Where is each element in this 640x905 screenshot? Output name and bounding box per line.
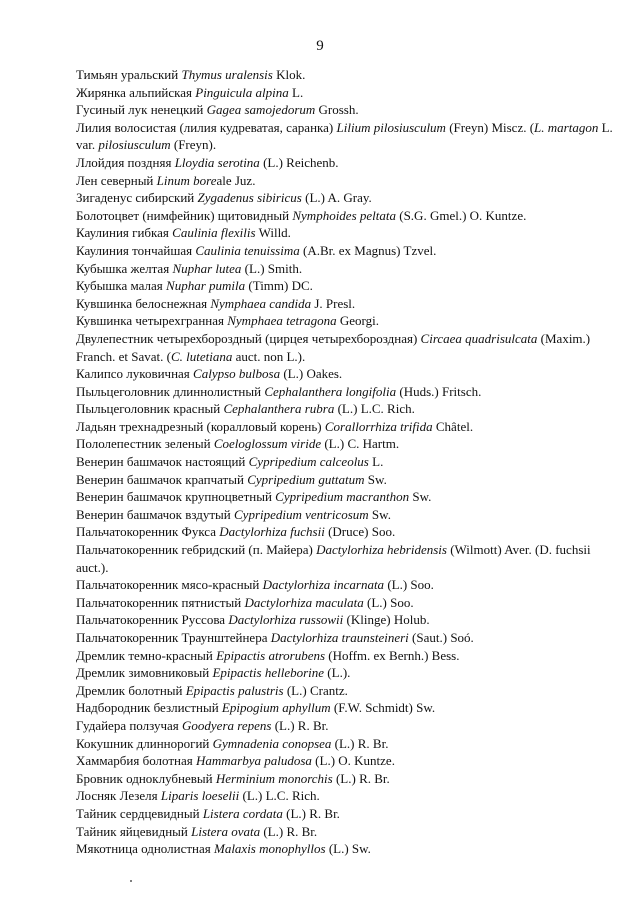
scan-speck <box>130 880 132 882</box>
species-entry <box>76 471 616 489</box>
species-entry <box>76 207 616 225</box>
entry-text: (L.) R. Br. <box>282 805 340 821</box>
latin-name: Dactylorhiza traunsteineri <box>270 630 409 645</box>
latin-name: Epipactis atrorubens <box>216 647 326 663</box>
latin-name: Epipactis helleborine <box>212 665 325 681</box>
entry-text: Бровник одноклубневый <box>76 770 216 786</box>
entry-text: (L.) Reichenb. <box>259 154 339 170</box>
latin-name: Circaea quadrisulcata <box>420 330 538 346</box>
entry-text: Венерин башмачок крупноцветный <box>76 489 276 505</box>
latin-name: Epipogium aphyllum <box>221 700 331 716</box>
latin-name: Goodyera repens <box>182 717 272 733</box>
entry-text: Пальчатокоренник Траунштейнера <box>76 630 271 645</box>
latin-name: Epipactis palustris <box>185 682 284 698</box>
entry-text: Каулиния гибкая <box>76 225 173 241</box>
entry-text: Пальчатокоренник Руссова <box>76 612 229 628</box>
entry-text: Georgi. <box>336 313 380 329</box>
entry-text: (Maxim.) Franch. et Savat. ( <box>76 330 591 364</box>
latin-name: Cephalanthera rubra <box>223 401 335 417</box>
entry-text: J. Presl. <box>311 295 356 311</box>
latin-name: Dactylorhiza fuchsii <box>219 524 325 540</box>
entry-text: Зигаденус сибирский <box>76 190 198 206</box>
entry-text: L. <box>368 454 384 470</box>
latin-name: Dactylorhiza hebridensis <box>316 542 447 558</box>
species-entry <box>76 735 616 753</box>
entry-text: (A.Br. ex Magnus) Tzvel. <box>299 242 437 258</box>
species-entry <box>76 260 616 278</box>
entry-text: Пальчатокоренник пятнистый <box>76 594 245 610</box>
entry-text: (L.). <box>324 665 351 681</box>
species-entry <box>76 682 616 700</box>
entry-text: Гудайера ползучая <box>76 717 183 733</box>
entry-text: Пыльцеголовник длиннолистный <box>76 383 265 399</box>
latin-name: Coeloglossum viride <box>213 436 322 452</box>
latin-name: Cypripedium calceolus <box>248 454 369 470</box>
entry-text: Châtel. <box>432 418 474 434</box>
species-entry <box>76 172 616 190</box>
entry-text: Кувшинка белоснежная <box>76 295 211 311</box>
species-entry <box>76 453 616 471</box>
latin-name: Nymphoides peltata <box>292 207 396 223</box>
entry-text: (Hoffm. ex Bernh.) Bess. <box>325 647 460 663</box>
species-entry <box>76 295 616 313</box>
entry-text: Болотоцвет (нимфейник) щитовидный <box>76 207 293 223</box>
entry-text: Кувшинка четырехгранная <box>76 313 228 329</box>
species-entry <box>76 629 616 647</box>
entry-text: (L.) O. Kuntze. <box>311 753 395 769</box>
species-entry <box>76 101 616 119</box>
species-entry <box>76 400 616 418</box>
entry-text: Кубышка желтая <box>76 260 173 276</box>
latin-name: Caulinia flexilis <box>172 225 256 241</box>
entry-text: (L.) Sw. <box>325 841 371 857</box>
latin-name: Zygadenus sibiricus <box>197 190 302 206</box>
species-entry <box>76 541 616 576</box>
entry-text: (L.) Oakes. <box>280 366 343 382</box>
species-entry <box>76 576 616 594</box>
latin-name: C. lutetiana <box>170 348 233 364</box>
entry-text: Кокушник длиннорогий <box>76 735 213 751</box>
entry-text: (L.) L.C. Rich. <box>334 401 415 417</box>
species-entry <box>76 365 616 383</box>
entry-text: Sw. <box>368 506 391 522</box>
species-entry <box>76 752 616 770</box>
entry-text: (L.) A. Gray. <box>301 190 372 206</box>
entry-text: Хаммарбия болотная <box>76 753 196 769</box>
entry-text: L. <box>288 84 304 100</box>
entry-text: Лосняк Лезеля <box>76 788 161 804</box>
latin-name: Dactylorhiza russowii <box>228 612 344 628</box>
species-entry <box>76 154 616 172</box>
entry-text: Мякотница однолистная <box>76 841 214 857</box>
latin-name: Nuphar lutea <box>172 260 242 276</box>
entry-text: L. var. <box>76 119 613 153</box>
species-entry <box>76 611 616 629</box>
latin-name: Nymphaea tetragona <box>227 313 337 329</box>
entry-text: (Druce) Soo. <box>324 524 396 540</box>
latin-name: Caulinia tenuissima <box>195 242 300 258</box>
species-entry <box>76 717 616 735</box>
entry-text: Каулиния тончайшая <box>76 242 196 258</box>
entry-text: (Huds.) Fritsch. <box>396 383 482 399</box>
latin-name: Cypripedium ventricosum <box>234 506 369 522</box>
latin-name: Dactylorhiza maculata <box>244 594 364 610</box>
entry-text: Дремлик темно-красный <box>76 647 217 663</box>
entry-text: Grossh. <box>315 102 359 118</box>
entry-text: (L.) Smith. <box>241 260 303 276</box>
entry-text: ale Juz. <box>216 172 256 188</box>
entry-text: Sw. <box>364 471 387 487</box>
entry-text: Венерин башмачок настоящий <box>76 454 249 470</box>
entry-text: Жирянка альпийская <box>76 84 196 100</box>
species-entry <box>76 823 616 841</box>
entry-text: (Freyn) Miscz. ( <box>445 119 535 135</box>
species-entry <box>76 224 616 242</box>
species-entry <box>76 119 616 154</box>
entry-text: Калипсо луковичная <box>76 366 194 382</box>
species-entry <box>76 66 616 84</box>
entry-text: (Freyn). <box>170 137 217 153</box>
latin-name: Lilium pilosiusculum <box>336 119 446 135</box>
entry-text: (L.) L.C. Rich. <box>239 788 320 804</box>
latin-name: Nymphaea candida <box>210 295 312 311</box>
species-entry <box>76 435 616 453</box>
entry-text: (Wilmott) Aver. (D. fuchsii auct.). <box>76 542 591 575</box>
latin-name: Dactylorhiza incarnata <box>262 577 385 593</box>
species-entry <box>76 840 616 858</box>
species-entry <box>76 805 616 823</box>
entry-text: Кубышка малая <box>76 278 167 294</box>
species-entry <box>76 699 616 717</box>
species-entry <box>76 242 616 260</box>
species-entry <box>76 312 616 330</box>
entry-text: (Klinge) Holub. <box>343 612 430 628</box>
species-list <box>76 66 616 858</box>
entry-text: Пальчатокоренник мясо-красный <box>76 577 263 593</box>
species-entry <box>76 383 616 401</box>
species-entry <box>76 277 616 295</box>
latin-name: Cephalanthera longifolia <box>264 383 397 399</box>
entry-text: Надбородник безлистный <box>76 700 222 716</box>
latin-name: Cypripedium guttatum <box>247 471 365 487</box>
species-entry <box>76 506 616 524</box>
entry-text: Sw. <box>409 489 432 505</box>
entry-text: Венерин башмачок вздутый <box>76 506 234 522</box>
entry-text: (L.) R. Br. <box>271 717 329 733</box>
entry-text: (Timm) DC. <box>245 278 313 294</box>
latin-name: Malaxis monophyllos <box>213 841 326 857</box>
entry-text: Лен северный <box>76 172 157 188</box>
latin-name: Cypripedium macranthon <box>275 489 410 505</box>
entry-text: (S.G. Gmel.) O. Kuntze. <box>396 207 527 223</box>
entry-text: (L.) Soo. <box>384 577 434 593</box>
entry-text: Лилия волосистая (лилия кудреватая, саранка) <box>76 119 337 135</box>
entry-text: Ладьян трехнадрезный (коралловый корень) <box>76 418 325 434</box>
species-entry <box>76 418 616 436</box>
entry-text: Дремлик зимовниковый <box>76 665 213 681</box>
entry-text: Willd. <box>255 225 291 241</box>
entry-text: (L.) Soo. <box>363 594 414 610</box>
latin-name: Gagea samojedorum <box>206 102 316 118</box>
species-entry <box>76 787 616 805</box>
species-entry <box>76 84 616 102</box>
entry-text: Гусиный лук ненецкий <box>76 102 207 118</box>
latin-name: Liparis loeselii <box>160 788 240 804</box>
latin-name: Nuphar pumila <box>166 278 246 294</box>
entry-text: Тайник яйцевидный <box>76 823 192 839</box>
species-entry <box>76 330 616 365</box>
entry-text: (L.) R. Br. <box>332 770 390 786</box>
species-entry <box>76 594 616 612</box>
entry-text: Пололепестник зеленый <box>76 436 214 452</box>
species-entry <box>76 189 616 207</box>
entry-text: (L.) Crantz. <box>283 682 348 698</box>
entry-text: Пальчатокоренник Фукса <box>76 524 220 540</box>
latin-name: Lloydia serotina <box>174 154 260 170</box>
latin-name: Gymnadenia conopsea <box>212 735 332 751</box>
latin-name: Pinguicula alpina <box>195 84 289 100</box>
entry-text: Тайник сердцевидный <box>76 805 203 821</box>
species-entry <box>76 770 616 788</box>
entry-text: Тимьян уральский <box>76 67 182 82</box>
latin-name: Hammarbya paludosa <box>196 753 312 769</box>
latin-name: Linum bore <box>156 172 217 188</box>
latin-name: Listera cordata <box>202 805 283 821</box>
species-entry <box>76 488 616 506</box>
entry-text: Klok. <box>272 67 306 82</box>
entry-text: Дремлик болотный <box>76 682 186 698</box>
entry-text: Ллойдия поздняя <box>76 154 175 170</box>
entry-text: (L.) R. Br. <box>260 823 318 839</box>
entry-text: Двулепестник четырехбороздный (цирцея четырехбороздная) <box>76 330 421 346</box>
entry-text: Пыльцеголовник красный <box>76 401 224 417</box>
latin-name: Calypso bulbosa <box>193 366 281 382</box>
entry-text: (L.) C. Hartm. <box>321 436 400 452</box>
entry-text: (Saut.) Soó. <box>408 630 474 645</box>
entry-text: Пальчатокоренник гебридский (п. Майера) <box>76 542 317 558</box>
latin-name: L. martagon <box>534 119 599 135</box>
latin-name: Listera ovata <box>191 823 261 839</box>
entry-text: Венерин башмачок крапчатый <box>76 471 248 487</box>
entry-text: (L.) R. Br. <box>331 735 389 751</box>
latin-name: Corallorrhiza trifida <box>324 418 433 434</box>
species-entry <box>76 523 616 541</box>
latin-name: pilosiusculum <box>98 137 171 153</box>
species-entry <box>76 647 616 665</box>
species-entry <box>76 664 616 682</box>
entry-text: (F.W. Schmidt) Sw. <box>330 700 436 716</box>
latin-name: Herminium monorchis <box>215 770 333 786</box>
page-number: 9 <box>316 38 324 54</box>
entry-text: auct. non L.). <box>232 348 306 364</box>
latin-name: Thymus uralensis <box>181 67 273 82</box>
